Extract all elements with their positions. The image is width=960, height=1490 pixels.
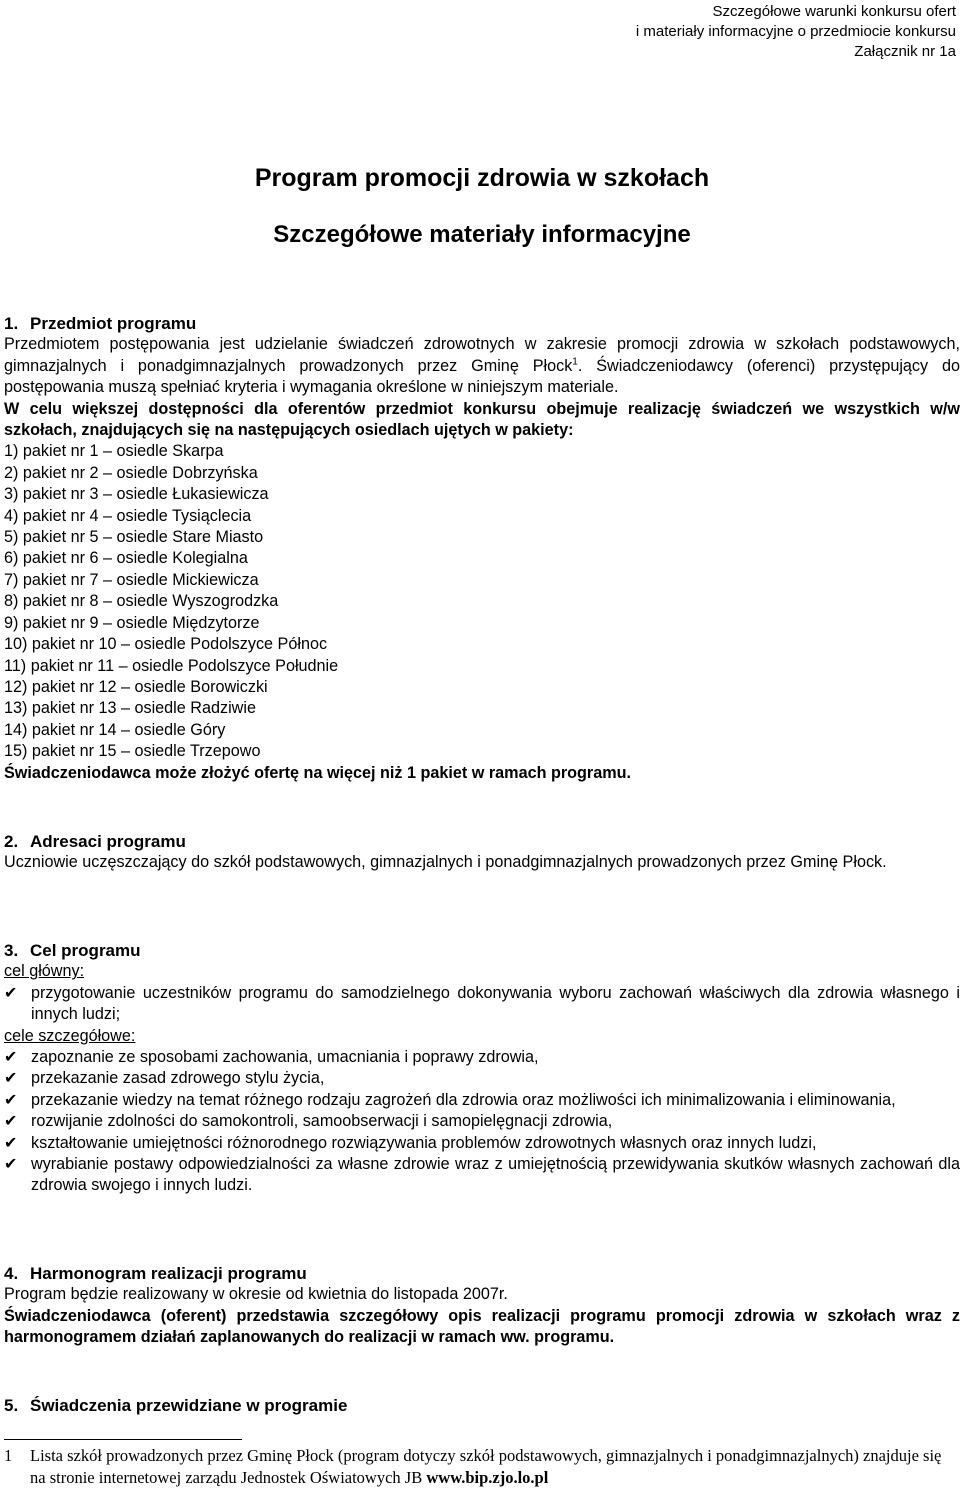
section-number: 2. [4, 832, 19, 851]
section-number: 3. [4, 941, 19, 960]
section-3-heading [4, 940, 960, 961]
list-item [4, 1047, 960, 1068]
paragraph-text: Przedmiotem postępowania jest udzielanie świadczeń zdrowotnych w zakresie promocji zdrowia w szkołach podstawowych, gimnazjalnych i ponadgimnazjalnych prowadzonych przez Gminę Płock [4, 335, 960, 375]
footnote-text: Lista szkół prowadzonych przez Gminę Płock (program dotyczy szkół podstawowych, gimnazjalnych i ponadgimnazjalnych) znajduje się na stronie internetowej zarządu Jednostek Oświatowych JB [30, 1446, 942, 1487]
footnote-number: 1 [4, 1446, 13, 1465]
section-2-heading [4, 831, 960, 852]
header-line-2: i materiały informacyjne o przedmiocie konkursu [635, 23, 956, 40]
section-number: 1. [4, 314, 19, 333]
paragraph-text-continued: . Świadczeniodawcy (oferenci) przystępujący do postępowania muszą spełniać kryteria i wymagania określone w niniejszym materiale. [4, 356, 960, 397]
list-item: 13) pakiet nr 13 – osiedle Radziwie [4, 699, 256, 718]
list-item-text: rozwijanie zdolności do samokontroli, samoobserwacji i samopielęgnacji zdrowia, [31, 1112, 613, 1131]
section-2 [4, 831, 960, 874]
list-item: 5) pakiet nr 5 – osiedle Stare Miasto [4, 528, 264, 547]
list-item [4, 1133, 960, 1154]
list-item: 7) pakiet nr 7 – osiedle Mickiewicza [4, 570, 259, 589]
list-item-text: wyrabianie postawy odpowiedzialności za własne zdrowie wraz z umiejętnością przewidywania skutków własnych zachowań dla zdrowia swojego i innych ludzi. [31, 1155, 960, 1195]
footnote-link[interactable]: www.bip.zjo.lo.pl [426, 1468, 549, 1487]
list-item: 14) pakiet nr 14 – osiedle Góry [4, 720, 226, 739]
document-header [636, 2, 956, 62]
list-item-text: przygotowanie uczestników programu do samodzielnego dokonywania wyboru zachowań właściwych dla zdrowia własnego i innych ludzi; [31, 983, 960, 1024]
footnote [4, 1445, 960, 1489]
footnote-ref: 1 [572, 356, 578, 368]
section-title: Cel programu [30, 941, 141, 960]
section-number: 4. [4, 1264, 19, 1283]
section-title: Przedmiot programu [30, 314, 197, 333]
section-2-paragraph: Uczniowie uczęszczający do szkół podstawowych, gimnazjalnych i ponadgimnazjalnych prowadzonych przez Gminę Płock. [4, 853, 887, 872]
detailed-goals-label: cele szczegółowe: [4, 1026, 136, 1045]
list-item [4, 1090, 960, 1111]
check-icon: ✔ [4, 983, 18, 1002]
list-item-text: przekazanie zasad zdrowego stylu życia, [31, 1069, 325, 1088]
list-item: 9) pakiet nr 9 – osiedle Międzytorze [4, 613, 260, 632]
check-icon: ✔ [4, 1069, 18, 1088]
section-1 [4, 313, 960, 784]
section-1-closing: Świadczeniodawca może złożyć ofertę na więcej niż 1 pakiet w ramach programu. [4, 763, 632, 782]
list-item: 3) pakiet nr 3 – osiedle Łukasiewicza [4, 485, 269, 504]
package-list [4, 441, 960, 762]
section-3 [4, 940, 960, 1197]
section-5-heading [4, 1395, 960, 1416]
footnote-separator [4, 1439, 242, 1440]
list-item: 6) pakiet nr 6 – osiedle Kolegialna [4, 549, 248, 568]
list-item: 15) pakiet nr 15 – osiedle Trzepowo [4, 742, 261, 761]
section-4-heading [4, 1263, 960, 1284]
section-number: 5. [4, 1396, 19, 1415]
list-item [4, 1154, 960, 1197]
check-icon: ✔ [4, 1155, 18, 1174]
list-item-text: zapoznanie ze sposobami zachowania, umacniania i poprawy zdrowia, [31, 1048, 539, 1067]
list-item [4, 1068, 960, 1089]
section-title: Świadczenia przewidziane w programie [30, 1396, 348, 1415]
section-title: Adresaci programu [30, 832, 186, 851]
section-1-heading [4, 313, 960, 334]
list-item: 11) pakiet nr 11 – osiedle Podolszyce Południe [4, 656, 339, 675]
header-line-1: Szczegółowe warunki konkursu ofert [712, 3, 956, 20]
list-item: 2) pakiet nr 2 – osiedle Dobrzyńska [4, 463, 258, 482]
section-5 [4, 1395, 960, 1416]
section-4 [4, 1263, 960, 1349]
document-subtitle: Szczegółowe materiały informacyjne [273, 221, 691, 248]
list-item: 10) pakiet nr 10 – osiedle Podolszyce Północ [4, 635, 328, 654]
list-item [4, 1111, 960, 1132]
section-1-packages-intro: W celu większej dostępności dla oferentów przedmiot konkursu obejmuje realizację świadczeń we wszystkich w/w szkołach, znajdujących się na następujących osiedlach ujętych w pakiety: [4, 399, 960, 440]
section-4-bold-paragraph: Świadczeniodawca (oferent) przedstawia szczegółowy opis realizacji programu promocji zdrowia w szkołach wraz z harmonogramem działań zaplanowanych do realizacji w ramach ww. programu. [4, 1306, 960, 1347]
document-title: Program promocji zdrowia w szkołach [254, 164, 710, 192]
list-item: 1) pakiet nr 1 – osiedle Skarpa [4, 442, 224, 461]
list-item: 8) pakiet nr 8 – osiedle Wyszogrodzka [4, 592, 279, 611]
check-icon: ✔ [4, 1112, 18, 1131]
section-title: Harmonogram realizacji programu [30, 1264, 307, 1283]
list-item: 12) pakiet nr 12 – osiedle Borowiczki [4, 677, 268, 696]
list-item [4, 983, 960, 1026]
section-1-paragraph [4, 334, 960, 398]
header-line-3: Załącznik nr 1a [854, 43, 956, 60]
section-4-paragraph: Program będzie realizowany w okresie od kwietnia do listopada 2007r. [4, 1285, 508, 1304]
check-icon: ✔ [4, 1133, 18, 1152]
check-icon: ✔ [4, 1048, 18, 1067]
list-item-text: kształtowanie umiejętności różnorodnego rozwiązywania problemów zdrowotnych własnych oraz innych ludzi, [31, 1133, 817, 1152]
list-item: 4) pakiet nr 4 – osiedle Tysiąclecia [4, 506, 252, 525]
list-item-text: przekazanie wiedzy na temat różnego rodzaju zagrożeń dla zdrowia oraz możliwości ich minimalizowania i eliminowania, [31, 1090, 896, 1109]
check-icon: ✔ [4, 1090, 18, 1109]
main-goal-label: cel główny: [4, 962, 85, 981]
